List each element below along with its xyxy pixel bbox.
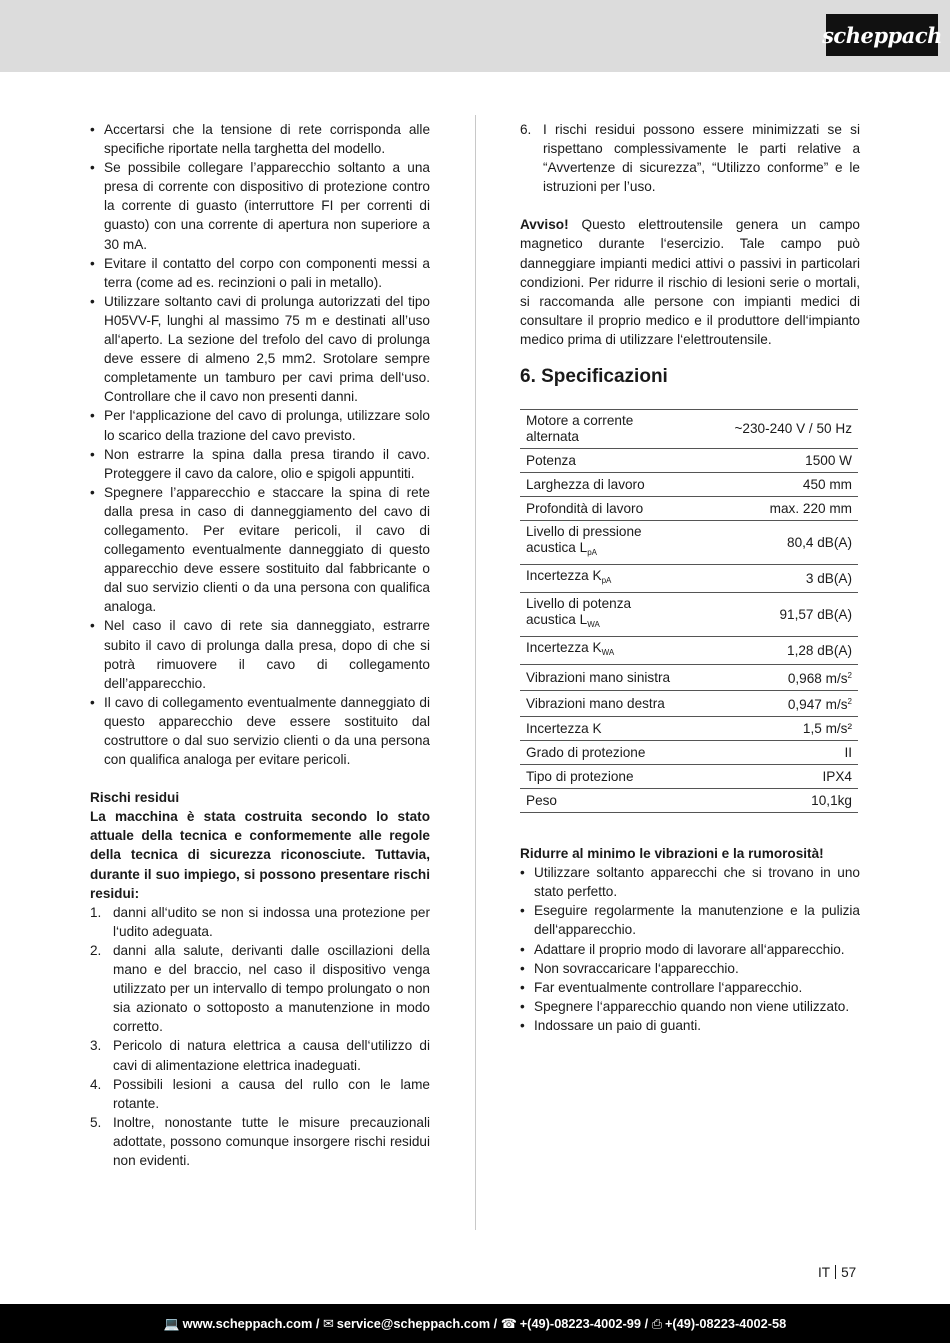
spec-label: Motore a corrente alternata: [520, 410, 690, 449]
spec-label: Incertezza K: [520, 717, 690, 741]
table-row: [520, 565, 858, 593]
footer-bar: [0, 1304, 950, 1343]
table-row: [520, 593, 858, 637]
spec-value: 0,968 $m/s^2$: [690, 665, 858, 691]
spec-value: 1,5 m/s²: [690, 717, 858, 741]
spec-label: Profondità di lavoro: [520, 497, 690, 521]
footer-email[interactable]: service@scheppach.com: [336, 1316, 491, 1331]
spec-label: Vibrazioni mano sinistra: [520, 665, 690, 691]
list-item: • Spegnere l‘apparecchio quando non viene utilizzato.: [520, 997, 860, 1016]
table-row: [520, 741, 858, 765]
spec-value: II: [690, 741, 858, 765]
computer-icon: 💻: [163, 1315, 180, 1331]
list-item: 1. danni all‘udito se non si indossa una protezione per l‘udito adeguata.: [90, 904, 430, 939]
residual-risks-title: Rischi residui: [90, 790, 180, 806]
phone-icon: ☎: [500, 1315, 517, 1331]
list-item: • Se possibile collegare l’apparecchio soltanto a una presa di corrente con dispositivo di protezione contro la corrente di guasto (interruttore FI per correnti di guasto) con una corrente di apertura non superiore a 30 mA.: [90, 158, 430, 253]
spec-label: Peso: [520, 789, 690, 813]
table-row: [520, 637, 858, 665]
warning-paragraph: Avviso! Questo elettroutensile genera un campo magnetico durante l‘esercizio. Tale campo può danneggiare impianti medici attivi o passivi in particolari condizioni. Per ridurre il rischio di lesioni serie o mortali, si raccomanda alle persone con impianti medici di consultare il proprio medico e il produttore dell‘impianto medico prima di utilizzare l‘elettroutensile.: [520, 217, 860, 347]
spec-value: 1,28 dB(A): [690, 637, 858, 665]
list-item: • Per l‘applicazione del cavo di prolunga, utilizzare solo lo scarico della trazione del cavo previsto.: [90, 406, 430, 444]
list-item: • Utilizzare soltanto cavi di prolunga autorizzati del tipo H05VV-F, lunghi al massimo 75 m e destinati all’uso all‘aperto. La sezione del trefolo del cavo di prolunga deve essere di almeno 2,5 mm2. Srotolare sempre completamente un tamburo per cavi prima dell‘uso. Controllare che il cavo non presenti danni.: [90, 292, 430, 407]
list-item: • Il cavo di collegamento eventualmente danneggiato di questo apparecchio deve essere sostituito dal costruttore o dal suo servizio clienti o da una persona con qualifica analoga per evitare pericoli.: [90, 693, 430, 769]
residual-risks-intro: La macchina è stata costruita secondo lo stato attuale della tecnica e conformemente alle regole della tecnica di sicurezza riconosciute. Tuttavia, durante il suo impiego, si possono presentare rischi residui:: [90, 809, 430, 901]
list-item: 5. Inoltre, nonostante tutte le misure precauzionali adottate, possono comunque insorgere rischi residui non evidenti.: [90, 1114, 430, 1168]
spec-value: ~230-240 V / 50 Hz: [690, 410, 858, 449]
list-item: • Eseguire regolarmente la manutenzione e la pulizia dell‘apparecchio.: [520, 901, 860, 939]
spec-label: Tipo di protezione: [520, 765, 690, 789]
list-item: • Evitare il contatto del corpo con componenti messi a terra (come ad es. recinzioni o pali in metallo).: [90, 254, 430, 292]
page-separator: [835, 1265, 836, 1279]
spec-label: Incertezza $K_{WA}$: [520, 637, 690, 665]
column-divider: [475, 115, 476, 1230]
list-item: • Far eventualmente controllare l‘apparecchio.: [520, 978, 860, 997]
footer-separator: /: [641, 1316, 652, 1331]
spec-label: Larghezza di lavoro: [520, 473, 690, 497]
left-column: [90, 120, 430, 1170]
header-bar: [0, 0, 950, 72]
specifications-table: [520, 409, 858, 813]
spec-label: Grado di protezione: [520, 741, 690, 765]
residual-risks-list: [90, 903, 430, 1170]
vibration-bullet-list: [520, 863, 860, 1035]
list-item: • Spegnere l’apparecchio e staccare la spina di rete dalla presa in caso di danneggiamento del cavo di collegamento. Per evitare pericoli, il cavo di collegamento eventualmente danneggiato di questo apparecchio deve essere sostituito dal fabbricante o dal suo servizio clienti o da una persona con qualifica analoga.: [90, 483, 430, 617]
list-item: • Accertarsi che la tensione di rete corrisponda alle specifiche riportate nella targhetta del modello.: [90, 120, 430, 158]
fax-icon: ⎙: [651, 1315, 662, 1331]
footer-separator: /: [312, 1316, 324, 1331]
spec-value: 1500 W: [690, 449, 858, 473]
spec-value: 91,57 dB(A): [690, 593, 858, 637]
list-item: • Non estrarre la spina dalla presa tirando il cavo. Proteggere il cavo da calore, olio e spigoli appuntiti.: [90, 445, 430, 483]
safety-bullet-list: [90, 120, 430, 769]
spec-value: 450 mm: [690, 473, 858, 497]
list-item: 6. I rischi residui possono essere minimizzati se si rispettano complessivamente le parti relative a “Avvertenze di sicurezza”, “Utilizzo conforme” e le istruzioni per l’uso.: [520, 122, 860, 195]
spec-label: Vibrazioni mano destra: [520, 691, 690, 717]
list-item: 3. Pericolo di natura elettrica a causa dell‘utilizzo di cavi di alimentazione elettrica inadeguati.: [90, 1038, 430, 1073]
spec-label: Potenza: [520, 449, 690, 473]
page-number: [818, 1265, 856, 1280]
spec-label: Incertezza $K_{pA}$: [520, 565, 690, 593]
brand-logo: scheppach: [826, 14, 938, 56]
table-row: [520, 410, 858, 449]
list-item: • Indossare un paio di guanti.: [520, 1016, 860, 1035]
table-row: [520, 691, 858, 717]
list-item: • Adattare il proprio modo di lavorare all‘apparecchio.: [520, 940, 860, 959]
email-icon: ✉: [323, 1315, 334, 1331]
table-row: [520, 717, 858, 741]
list-item: 2. danni alla salute, derivanti dalle oscillazioni della mano e del braccio, nel caso il dispositivo venga utilizzato per un intervallo di tempo prolungato o non sia azionato o sottoposto a manutenzione in modo corretto.: [90, 942, 430, 1035]
spec-label: Livello di pressione acustica $L_{pA}$: [520, 521, 690, 565]
list-item: • Utilizzare soltanto apparecchi che si trovano in uno stato perfetto.: [520, 863, 860, 901]
list-item: • Nel caso il cavo di rete sia danneggiato, estrarre subito il cavo di prolunga dalla presa, dopo di che si potrà rimuovere il cavo di collegamento dell’apparecchio.: [90, 616, 430, 692]
table-row: [520, 449, 858, 473]
page-language: IT: [818, 1265, 831, 1280]
page-number-value: 57: [841, 1265, 857, 1280]
spec-value: IPX4: [690, 765, 858, 789]
spec-label: Livello di potenza acustica $L_{WA}$: [520, 593, 690, 637]
right-column: [520, 120, 860, 1035]
table-row: [520, 789, 858, 813]
section-heading: 6. Specificazioni: [520, 366, 668, 388]
table-row: [520, 665, 858, 691]
footer-website[interactable]: www.scheppach.com: [182, 1316, 313, 1331]
spec-value: 10,1kg: [690, 789, 858, 813]
spec-value: 80,4 dB(A): [690, 521, 858, 565]
footer-separator: /: [490, 1316, 501, 1331]
vibration-title: Ridurre al minimo le vibrazioni e la rumorosità!: [520, 846, 824, 862]
table-row: [520, 521, 858, 565]
table-row: [520, 473, 858, 497]
residual-risks-list-continued: [520, 120, 860, 196]
footer-fax: +(49)-08223-4002-58: [664, 1316, 787, 1331]
spec-value: max. 220 mm: [690, 497, 858, 521]
footer-phone[interactable]: +(49)-08223-4002-99: [519, 1316, 642, 1331]
list-item: 4. Possibili lesioni a causa del rullo con le lame rotante.: [90, 1076, 430, 1111]
spec-value: 3 dB(A): [690, 565, 858, 593]
list-item: • Non sovraccaricare l‘apparecchio.: [520, 959, 860, 978]
table-row: [520, 765, 858, 789]
spec-value: 0,947 $m/s^2$: [690, 691, 858, 717]
table-row: [520, 497, 858, 521]
